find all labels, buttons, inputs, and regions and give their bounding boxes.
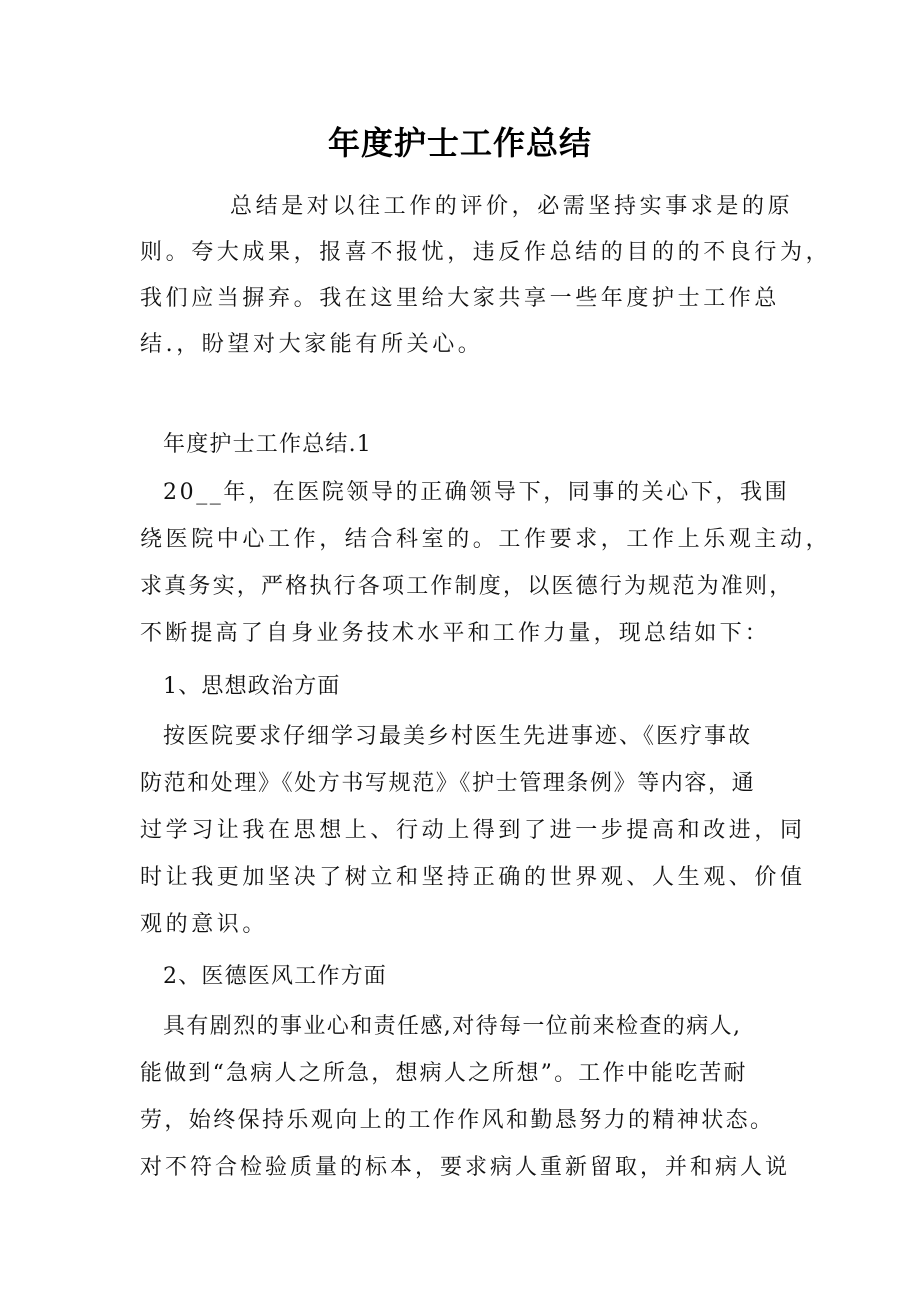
paragraph-line: 20__年，在医院领导的正确领导下，同事的关心下，我围 — [163, 480, 790, 505]
subheading-ethics: 2、医德医风工作方面 — [163, 964, 387, 989]
subheading-politics: 1、思想政治方面 — [163, 674, 341, 699]
section-heading: 年度护士工作总结.1 — [163, 432, 372, 457]
paragraph-line: 不断提高了自身业务技术水平和工作力量，现总结如下： — [140, 621, 771, 646]
paragraph-line: 防范和处理》《处方书写规范》《护士管理条例》等内容，通 — [140, 771, 756, 796]
paragraph-line: 对不符合检验质量的标本，要求病人重新留取，并和病人说 — [140, 1155, 791, 1180]
paragraph-line: 观的意识。 — [140, 912, 269, 937]
paragraph-line: 能做到“急病人之所急，想病人之所想”。工作中能吃苦耐 — [140, 1061, 748, 1086]
intro-line: 则。夸大成果，报喜不报忧，违反作总结的目的的不良行为， — [140, 240, 832, 265]
paragraph-line: 求真务实，严格执行各项工作制度，以医德行为规范为准则， — [140, 574, 794, 599]
paragraph-line: 具有剧烈的事业心和责任感,对待每一位前来检查的病人, — [163, 1014, 742, 1039]
paragraph-line: 时让我更加坚决了树立和坚持正确的世界观、人生观、价值 — [140, 865, 806, 890]
intro-line: 我们应当摒弃。我在这里给大家共享一些年度护士工作总 — [140, 286, 781, 311]
intro-line: 总结是对以往工作的评价，必需坚持实事求是的原 — [230, 194, 794, 219]
paragraph-line: 过学习让我在思想上、行动上得到了进一步提高和改进，同 — [140, 818, 806, 843]
paragraph-line: 劳，始终保持乐观向上的工作作风和勤恳努力的精神状态。 — [140, 1108, 775, 1133]
paragraph-line: 按医院要求仔细学习最美乡村医生先进事迹、《医疗事故 — [163, 724, 753, 749]
document-title: 年度护士工作总结 — [327, 124, 592, 162]
intro-line: 结.，盼望对大家能有所关心。 — [140, 332, 484, 357]
paragraph-line: 绕医院中心工作，结合科室的。工作要求，工作上乐观主动， — [140, 527, 832, 552]
